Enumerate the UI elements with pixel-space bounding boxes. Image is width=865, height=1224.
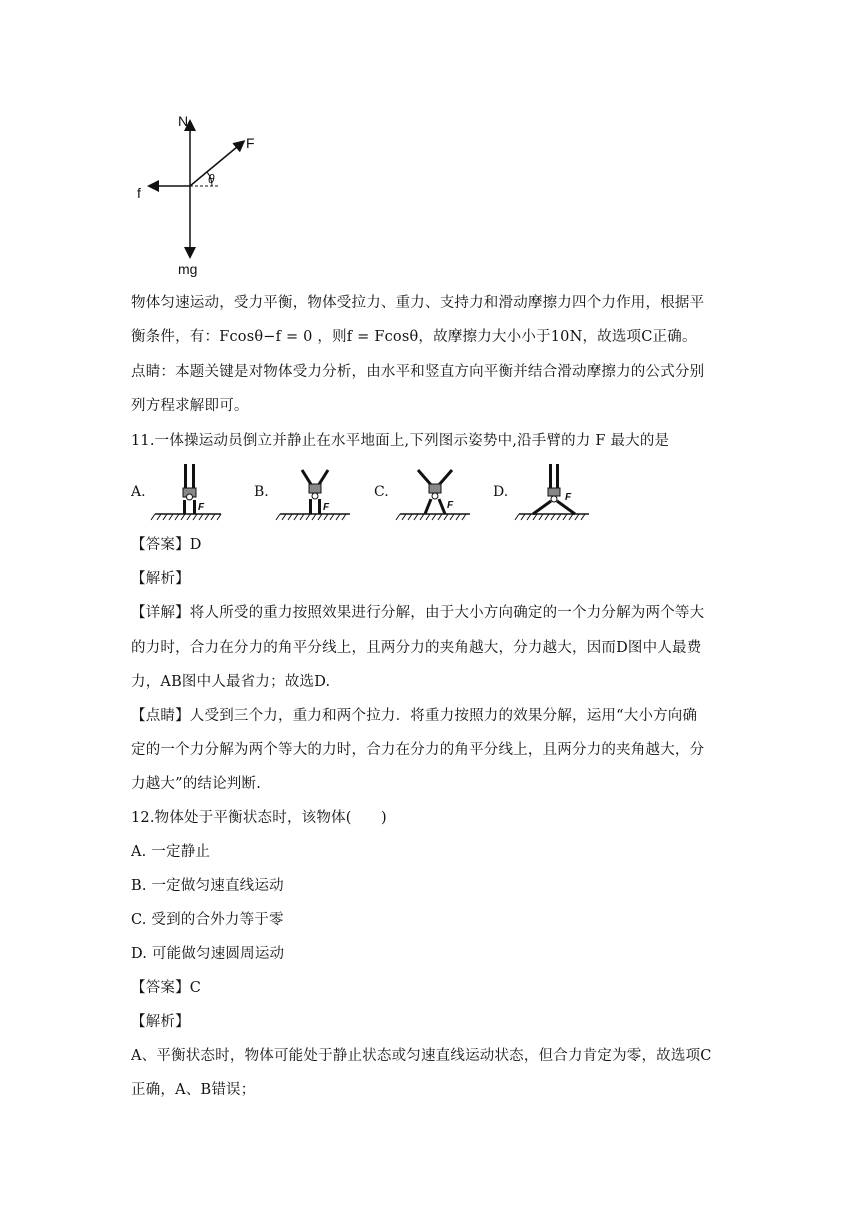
option-12-b: B. 一定做匀速直线运动 [131,878,284,894]
text-line-11: 【点睛】人受到三个力，重力和两个拉力．将重力按照力的效果分解，运用“大小方向确 [131,708,698,724]
text-line-22: 正确，A、B错误； [131,1082,256,1098]
analysis-heading-11: 【解析】 [131,571,190,587]
option-d [493,464,603,522]
question-11-options [131,464,751,524]
label-f-pull: F [246,135,255,151]
answer-11: 【答案】D [131,537,202,553]
option-a [131,464,241,522]
option-a-label: A. [131,484,146,500]
label-n: N [178,113,189,129]
label-theta: θ [208,172,215,186]
pull-force-arrow [190,142,243,186]
free-body-diagram [128,108,268,280]
analysis-heading-12: 【解析】 [131,1014,190,1030]
text-line-13: 力越大”的结论判断. [131,776,262,792]
text-line-4: 列方程求解即可。 [131,398,249,414]
option-d-figure [511,464,601,522]
option-12-a: A. 一定静止 [131,844,211,860]
option-d-label: D. [493,484,509,500]
text-line-2: 衡条件，有：Fcosθ−f = 0 ，则f = Fcosθ，故摩擦力大小小于10N，故选项C正确。 [131,329,697,345]
text-line-10: 力，AB图中人最省力；故选D. [131,674,331,690]
text-line-8: 【详解】将人所受的重力按照效果进行分解，由于大小方向确定的一个力分解为两个等大 [131,605,705,621]
label-mg: mg [178,261,198,277]
option-c-label: C. [374,484,389,500]
option-a-figure [149,464,239,522]
option-b-force-label: F [323,502,330,513]
text-line-1: 物体匀速运动，受力平衡，物体受拉力、重力、支持力和滑动摩擦力四个力作用，根据平 [131,295,705,311]
label-f-friction: f [137,185,141,201]
option-12-d: D. 可能做匀速圆周运动 [131,946,285,962]
option-b-label: B. [254,484,269,500]
option-b-figure [272,464,362,522]
option-a-force-label: F [198,502,205,513]
answer-12: 【答案】C [131,980,202,996]
option-c-figure [392,464,482,522]
option-c-force-label: F [447,500,454,511]
option-d-force-label: F [565,492,572,503]
option-12-c: C. 受到的合外力等于零 [131,912,284,928]
text-line-12: 定的一个力分解为两个等大的力时，合力在分力的角平分线上，且两分力的夹角越大，分 [131,742,705,758]
text-line-21: A、平衡状态时，物体可能处于静止状态或匀速直线运动状态，但合力肯定为零，故选项C [131,1048,712,1064]
option-b [254,464,364,522]
question-11: 11.一体操运动员倒立并静止在水平地面上,下列图示姿势中,沿手臂的力 F 最大的是 [131,433,670,449]
option-c [374,464,484,522]
text-line-9: 的力时，合力在分力的角平分线上，且两分力的夹角越大，分力越大，因而D图中人最费 [131,640,702,656]
text-line-3: 点睛：本题关键是对物体受力分析，由水平和竖直方向平衡并结合滑动摩擦力的公式分别 [131,364,705,380]
question-12: 12.物体处于平衡状态时，该物体( ) [131,810,387,826]
